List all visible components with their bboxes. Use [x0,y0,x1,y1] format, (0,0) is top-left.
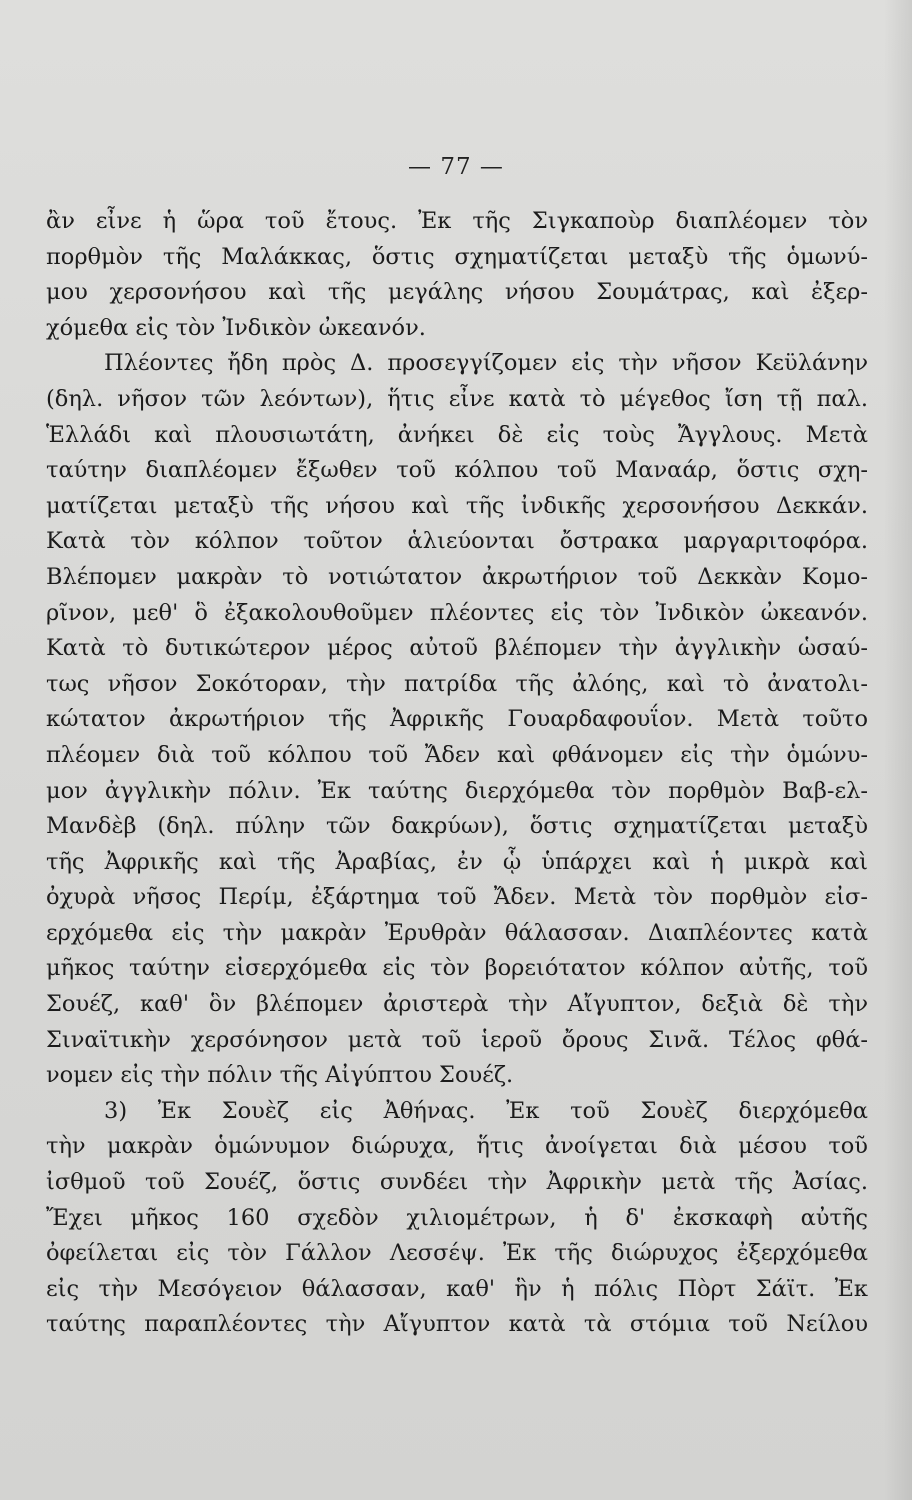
text-line: χόμεθα εἰς τὸν Ἰνδικὸν ὠκεανόν. [46,314,426,341]
text-line: μῆκος ταύτην εἰσερχόμεθα εἰς τὸν βορειότατον κόλπον αὐτῆς, τοῦ [46,955,868,982]
page-edge-shadow [884,0,912,1500]
text-line: Βλέπομεν μακρὰν τὸ νοτιώτατον ἀκρωτήριον τοῦ Δεκκὰν Κομο- [46,563,868,590]
text-line: ματίζεται μεταξὺ τῆς νήσου καὶ τῆς ἰνδικῆς χερσονήσου Δεκκάν. [46,492,868,519]
text-line: Μανδὲβ (δηλ. πύλην τῶν δακρύων), ὅστις σχηματίζεται μεταξὺ [46,813,868,840]
text-line: κώτατον ἀκρωτήριον τῆς Ἀφρικῆς Γουαρδαφουΐον. Μετὰ τοῦτο [46,706,868,733]
text-line: (δηλ. νῆσον τῶν λεόντων), ἥτις εἶνε κατὰ τὸ μέγεθος ἴση τῇ παλ. [46,385,868,412]
text-line: τως νῆσον Σοκότοραν, τὴν πατρίδα τῆς ἀλόης, καὶ τὸ ἀνατολι- [46,670,868,697]
text-line: εἰς τὴν Μεσόγειον θάλασσαν, καθ' ἣν ἡ πόλις Πὸρτ Σάϊτ. Ἐκ [46,1275,868,1302]
text-line: μον ἀγγλικὴν πόλιν. Ἐκ ταύτης διερχόμεθα τὸν πορθμὸν Βαβ-ελ- [46,777,868,804]
text-line: ταύτην διαπλέομεν ἔξωθεν τοῦ κόλπου τοῦ Μαναάρ, ὅστις σχη- [46,457,868,484]
text-line: πλέομεν διὰ τοῦ κόλπου τοῦ Ἄδεν καὶ φθάνομεν εἰς τὴν ὁμώνυ- [46,741,868,768]
body-text [46,204,868,1343]
text-line: Κατὰ τὸ δυτικώτερον μέρος αὐτοῦ βλέπομεν τὴν ἀγγλικὴν ὡσαύ- [46,635,868,662]
text-line: τῆς Ἀφρικῆς καὶ τῆς Ἀραβίας, ἐν ᾧ ὑπάρχει καὶ ἡ μικρὰ καὶ [46,848,868,875]
text-line: νομεν εἰς τὴν πόλιν τῆς Αἰγύπτου Σουέζ. [46,1062,514,1089]
text-line: τὴν μακρὰν ὁμώνυμον διώρυχα, ἥτις ἀνοίγεται διὰ μέσου τοῦ [46,1133,868,1160]
text-line: ερχόμεθα εἰς τὴν μακρὰν Ἐρυθρὰν θάλασσαν. Διαπλέοντες κατὰ [46,919,868,946]
text-line: Σουέζ, καθ' ὃν βλέπομεν ἀριστερὰ τὴν Αἴγυπτον, δεξιὰ δὲ τὴν [46,991,868,1018]
text-line: Ἔχει μῆκος 160 σχεδὸν χιλιομέτρων, ἡ δ' ἐκσκαφὴ αὐτῆς [46,1204,868,1231]
text-line: ἰσθμοῦ τοῦ Σουέζ, ὅστις συνδέει τὴν Ἀφρικὴν μετὰ τῆς Ἀσίας. [46,1169,868,1196]
text-line: Ἑλλάδι καὶ πλουσιωτάτη, ἀνήκει δὲ εἰς τοὺς Ἄγγλους. Μετὰ [46,421,868,448]
text-line: ὀφείλεται εἰς τὸν Γάλλον Λεσσέψ. Ἐκ τῆς διώρυχος ἐξερχόμεθα [46,1240,868,1267]
text-line: πορθμὸν τῆς Μαλάκκας, ὅστις σχηματίζεται μεταξὺ τῆς ὁμωνύ- [46,243,868,270]
text-line: ὀχυρὰ νῆσος Περίμ, ἐξάρτημα τοῦ Ἄδεν. Μετὰ τὸν πορθμὸν εἰσ- [46,884,868,911]
text-line: ταύτης παραπλέοντες τὴν Αἴγυπτον κατὰ τὰ στόμια τοῦ Νείλου [46,1311,868,1338]
text-line: ρῖνον, μεθ' ὃ ἐξακολουθοῦμεν πλέοντες εἰς τὸν Ἰνδικὸν ὠκεανόν. [46,599,868,626]
paragraph-start-line: Πλέοντες ἤδη πρὸς Δ. προσεγγίζομεν εἰς τὴν νῆσον Κεϋλάνην [104,350,868,377]
text-line: μου χερσονήσου καὶ τῆς μεγάλης νήσου Σουμάτρας, καὶ ἐξερ- [46,279,868,306]
text-line: Κατὰ τὸν κόλπον τοῦτον ἁλιεύονται ὄστρακα μαργαριτοφόρα. [46,528,868,555]
page-number: — 77 — [408,154,504,180]
text-line: Σιναϊτικὴν χερσόνησον μετὰ τοῦ ἱεροῦ ὄρους Σινᾶ. Τέλος φθά- [46,1026,868,1053]
text-line: ἂν εἶνε ἡ ὥρα τοῦ ἔτους. Ἐκ τῆς Σιγκαποὺρ διαπλέομεν τὸν [46,208,868,234]
section-heading-line: 3) Ἐκ Σουὲζ εἰς Ἀθήνας. Ἐκ τοῦ Σουὲζ διερχόμεθα [104,1097,868,1124]
